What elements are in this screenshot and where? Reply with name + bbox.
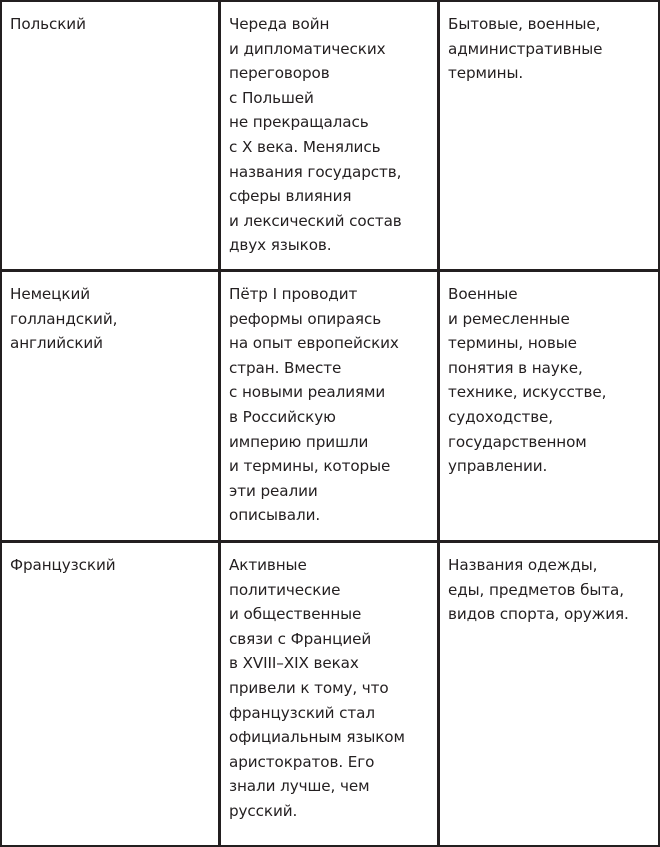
- reason-cell: [221, 272, 440, 540]
- cell-text-line: технике, искусстве,: [448, 383, 607, 402]
- cell-text-line: связи с Францией: [229, 629, 372, 648]
- cell-text-line: двух языков.: [229, 236, 332, 255]
- cell-text-line: голландский,: [10, 309, 118, 328]
- cell-text-line: знали лучше, чем: [229, 777, 370, 796]
- cell-text-line: и ремесленные: [448, 309, 570, 328]
- cell-text-line: термины.: [448, 64, 524, 83]
- cell-text-line: не прекращалась: [229, 113, 369, 132]
- reason-cell: [221, 2, 440, 269]
- cell-text-line: и общественные: [229, 605, 362, 624]
- cell-text-line: термины, новые: [448, 334, 577, 353]
- cell-text-line: и лексический состав: [229, 211, 402, 230]
- cell-text-line: сферы влияния: [229, 187, 352, 206]
- cell-text-line: описывали.: [229, 506, 321, 525]
- language-cell: [2, 2, 221, 269]
- cell-text-line: в Российскую: [229, 407, 336, 426]
- cell-text-line: судоходстве,: [448, 407, 554, 426]
- cell-text-line: государственном: [448, 432, 587, 451]
- terms-cell: [440, 543, 658, 845]
- terms-cell: [440, 2, 658, 269]
- cell-text-line: и термины, которые: [229, 457, 391, 476]
- cell-text-line: Бытовые, военные,: [448, 15, 601, 33]
- language-cell: [2, 543, 221, 845]
- cell-text-line: с новыми реалиями: [229, 383, 386, 402]
- cell-text-line: аристократов. Его: [229, 752, 375, 771]
- cell-text-line: стран. Вместе: [229, 358, 342, 377]
- cell-text-line: Череда войн: [229, 15, 330, 33]
- table-row-polish: [2, 2, 658, 272]
- cell-text-line: Французский: [10, 556, 116, 574]
- cell-text-line: английский: [10, 334, 103, 353]
- cell-text-line: переговоров: [229, 64, 330, 83]
- cell-text-line: империю пришли: [229, 432, 369, 451]
- cell-text-line: административные: [448, 39, 603, 58]
- cell-text-line: русский.: [229, 801, 298, 820]
- cell-text-line: управлении.: [448, 457, 548, 476]
- table-row-french: [2, 543, 658, 845]
- cell-text-line: понятия в науке,: [448, 358, 583, 377]
- cell-text-line: Польский: [10, 15, 86, 33]
- language-cell: [2, 272, 221, 540]
- cell-text-line: в XVIII–XIX веках: [229, 654, 359, 673]
- cell-text-line: с X века. Менялись: [229, 137, 381, 156]
- cell-text-line: Немецкий: [10, 285, 91, 303]
- cell-text-line: политические: [229, 580, 341, 599]
- table-row-german-dutch-english: [2, 272, 658, 543]
- cell-text-line: официальным языком: [229, 728, 405, 747]
- terms-cell: [440, 272, 658, 540]
- cell-text-line: Военные: [448, 285, 518, 303]
- cell-text-line: реформы опираясь: [229, 309, 382, 328]
- cell-text-line: Активные: [229, 556, 307, 574]
- cell-text-line: Названия одежды,: [448, 556, 598, 574]
- cell-text-line: названия государств,: [229, 162, 402, 181]
- cell-text-line: Пётр I проводит: [229, 285, 358, 303]
- cell-text-line: видов спорта, оружия.: [448, 605, 629, 624]
- cell-text-line: с Польшей: [229, 88, 314, 107]
- cell-text-line: еды, предметов быта,: [448, 580, 624, 599]
- cell-text-line: французский стал: [229, 703, 375, 722]
- reason-cell: [221, 543, 440, 845]
- cell-text-line: на опыт европейских: [229, 334, 399, 353]
- cell-text-line: эти реалии: [229, 481, 318, 500]
- cell-text-line: и дипломатических: [229, 39, 386, 58]
- cell-text-line: привели к тому, что: [229, 678, 389, 697]
